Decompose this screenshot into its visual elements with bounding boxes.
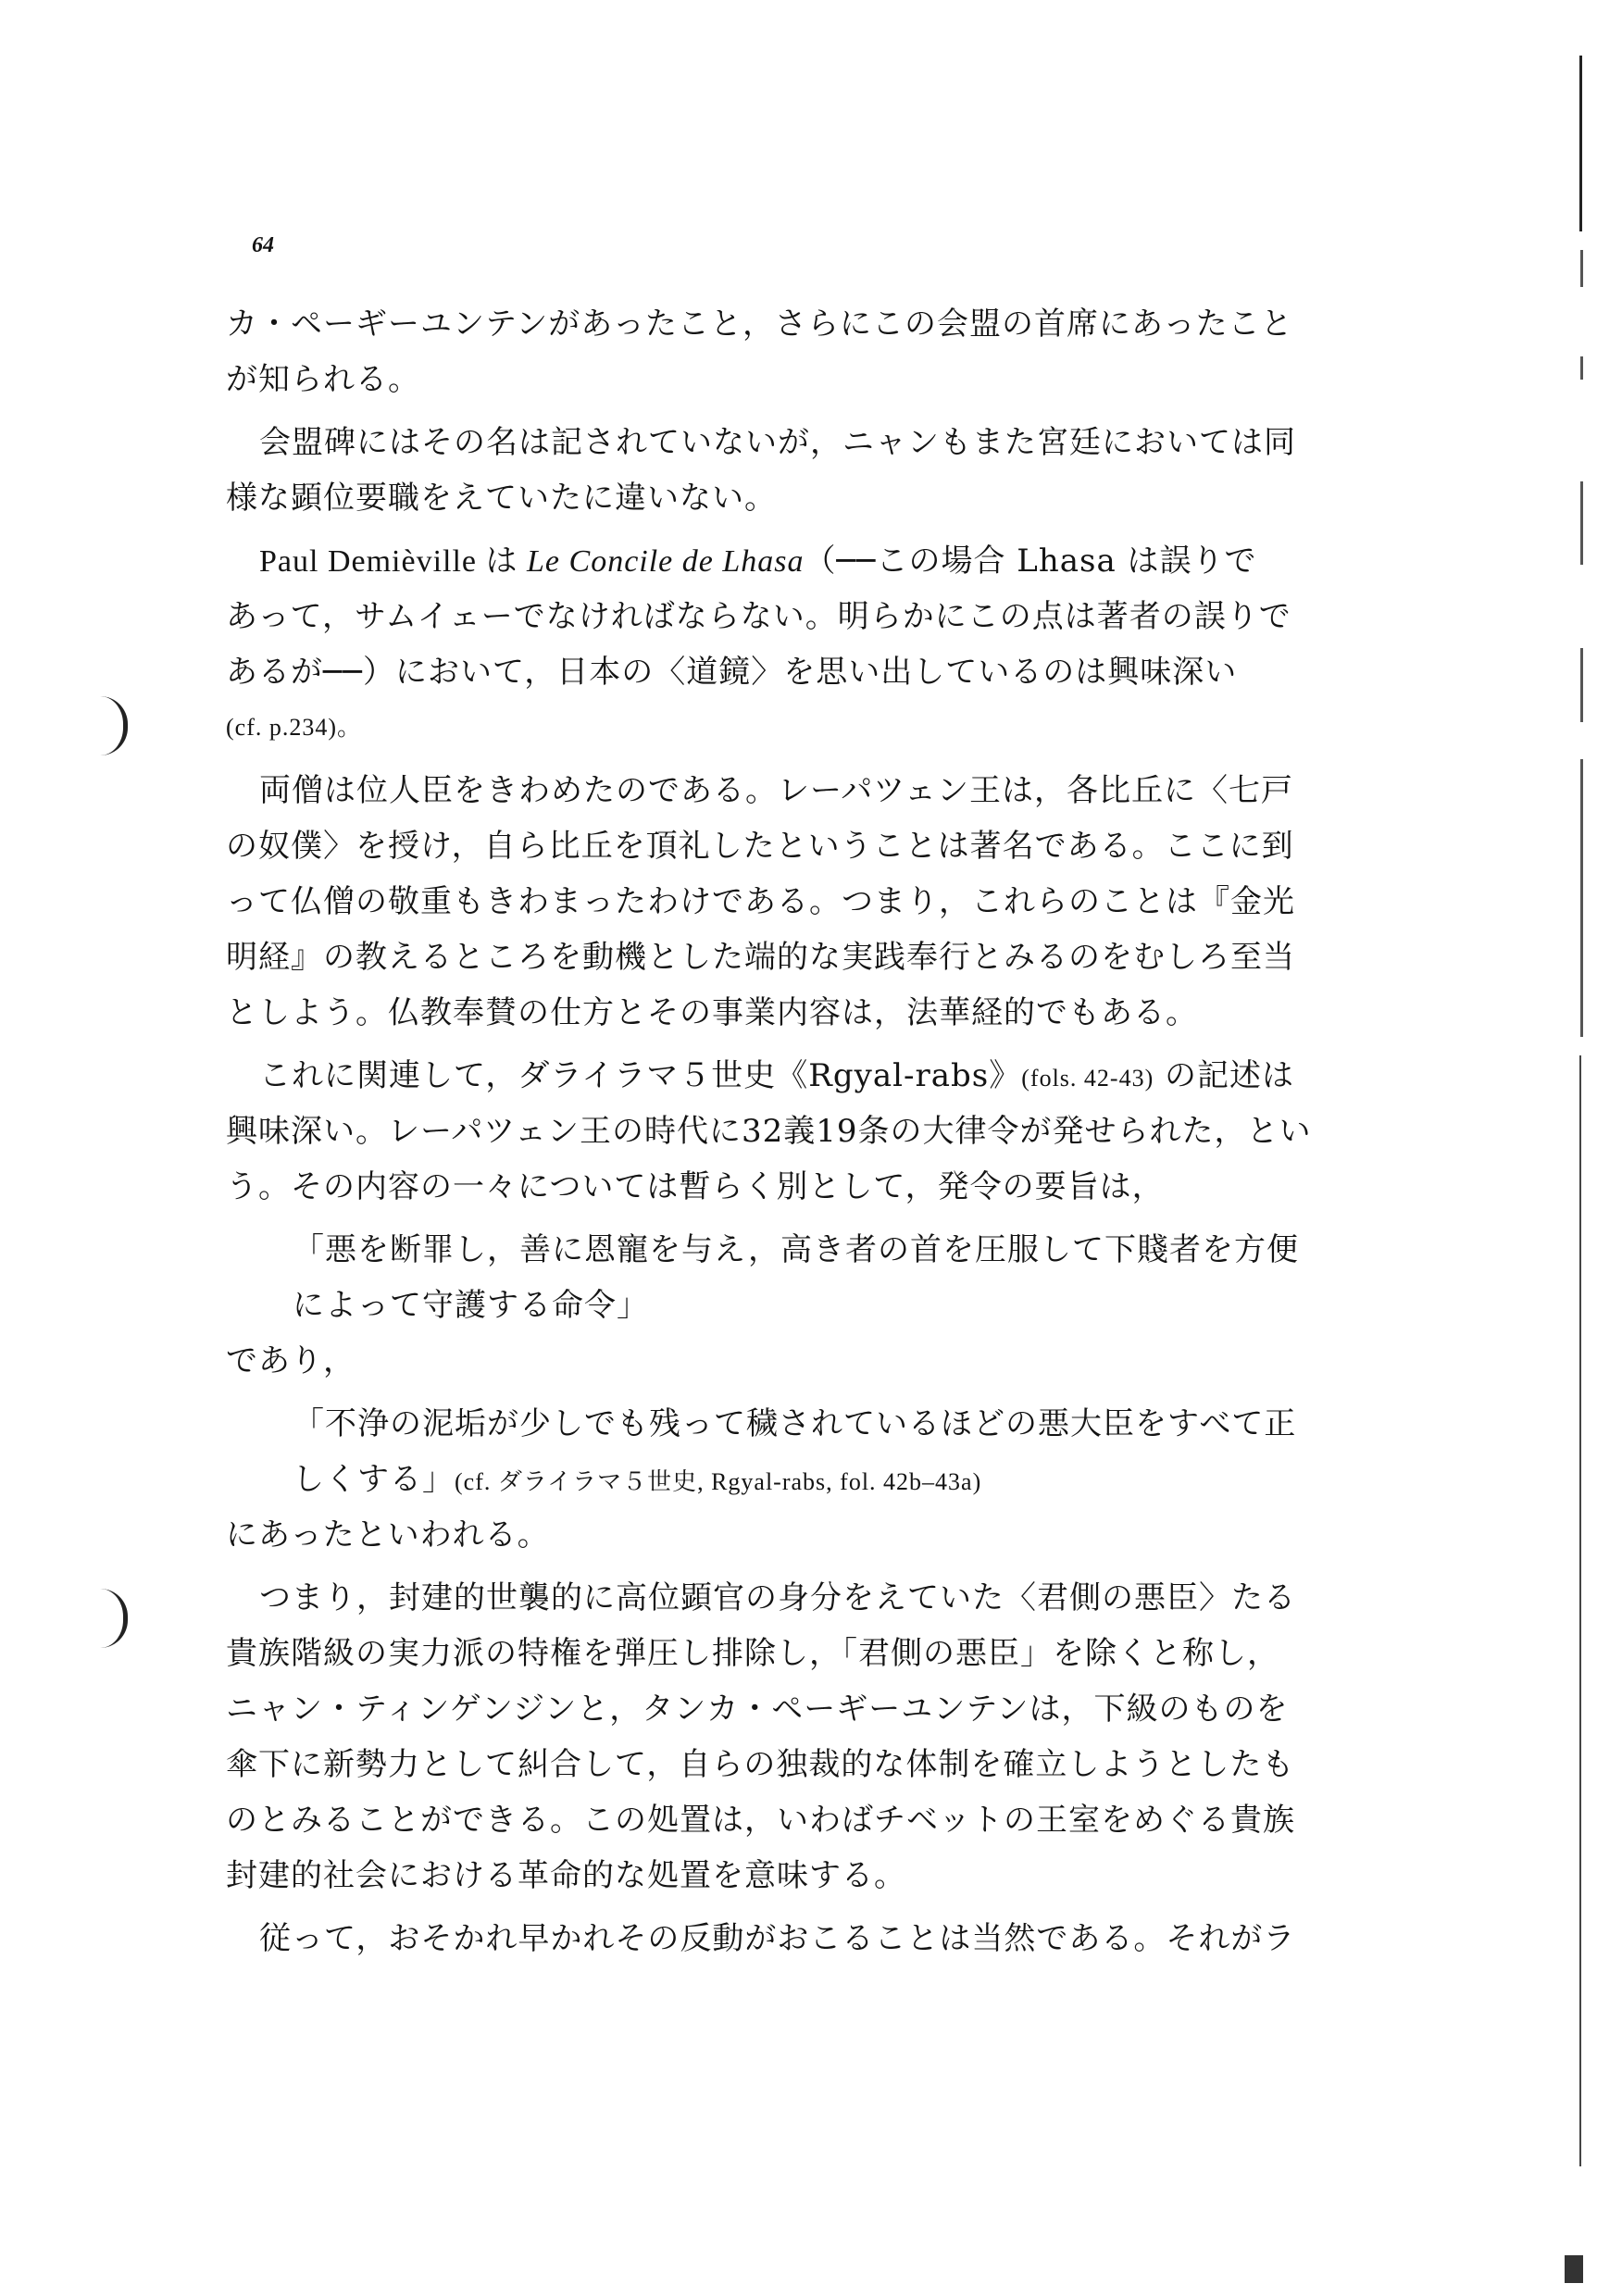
scan-mark — [1580, 648, 1583, 722]
text-line: う。その内容の一々については暫らく別として，発令の要旨は， — [226, 1168, 1165, 1205]
paragraph-start — [226, 1048, 1383, 1104]
text-line: が知られる。 — [226, 361, 420, 398]
author-name: Paul Demièville は — [259, 544, 528, 579]
text-line: であり， — [226, 1342, 356, 1379]
text-line: あって，サムイェーでなければならない。明らかにこの点は著者の誤りで — [226, 598, 1291, 635]
text-line: としよう。仏教奉賛の仕方とその事業内容は，法華経的でもある。 — [226, 994, 1198, 1031]
paragraph-start: 両僧は位人臣をきわめたのである。レーパツェン王は，各比丘に〈七戸 — [259, 772, 1293, 809]
scan-mark — [1580, 759, 1583, 1037]
text-line: 明経』の教えるところを動機とした端的な実践奉行とみるのをむしろ至当 — [226, 939, 1295, 976]
binding-edge-line — [1579, 1055, 1581, 2166]
text-line: にあったといわれる。 — [226, 1516, 550, 1554]
text-line: って仏僧の敬重もきわまったわけである。つまり，これらのことは『金光 — [226, 883, 1295, 920]
citation: (cf. p.234)。 — [226, 714, 363, 741]
quote-line: 「悪を断罪し，善に恩寵を与え，高き者の首を圧服して下賤者を方便 — [293, 1231, 1300, 1268]
text-line: のとみることができる。この処置は，いわばチベットの王室をめぐる貴族 — [226, 1802, 1295, 1839]
margin-mark — [100, 696, 128, 755]
text-line: ニャン・ティンゲンジンと，タンカ・ペーギーユンテンは，下級のものを — [226, 1691, 1289, 1728]
scan-mark — [1580, 481, 1583, 565]
quote-line: 「不浄の泥垢が少しでも残って穢されているほどの悪大臣をすべて正 — [293, 1405, 1297, 1442]
text-line: あるが──）において，日本の〈道鏡〉を思い出しているのは興味深い — [226, 654, 1238, 691]
citation: (fols. 42-43) — [1021, 1065, 1154, 1092]
body-text — [226, 296, 1383, 1966]
margin-mark — [100, 1589, 128, 1648]
text-line: 様な顕位要職をえていたに違いない。 — [226, 480, 777, 517]
paragraph-start: つまり，封建的世襲的に高位顕官の身分をえていた〈君側の悪臣〉たる — [259, 1579, 1296, 1616]
paragraph-start: 会盟碑にはその名は記されていないが，ニャンもまた宮廷においては同 — [259, 424, 1296, 461]
quote-line: によって守護する命令」 — [293, 1287, 649, 1324]
text-span: （──この場合 Lhasa は誤りで — [804, 543, 1257, 580]
scan-mark — [1580, 250, 1583, 287]
scan-mark — [1580, 356, 1583, 380]
text-line: 封建的社会における革命的な処置を意味する。 — [226, 1857, 906, 1894]
scan-mark — [1565, 2255, 1583, 2283]
text-line: 傘下に新勢力として糾合して，自らの独裁的な体制を確立しようとしたも — [226, 1746, 1295, 1783]
quote-line — [226, 1452, 1383, 1507]
binding-edge-line — [1579, 56, 1582, 231]
paragraph-start — [226, 533, 1383, 589]
text-line: 興味深い。レーパツェン王の時代に32義19条の大律令が発せられた，とい — [226, 1113, 1312, 1150]
text-line: 貴族階級の実力派の特権を弾圧し排除し，「君側の悪臣」を除くと称し， — [226, 1635, 1279, 1672]
text-span: しくする」 — [293, 1461, 455, 1498]
page-number: 64 — [252, 233, 274, 257]
text-line: カ・ペーギーユンテンがあったこと，さらにこの会盟の首席にあったこと — [226, 306, 1293, 343]
text-span: の記述は — [1154, 1057, 1295, 1094]
text-line: の奴僕〉を授け，自ら比丘を頂礼したということは著名である。ここに到 — [226, 828, 1294, 865]
book-title: Le Concile de Lhasa — [527, 544, 805, 579]
citation: (cf. ダライラマ５世史, Rgyal-rabs, fol. 42b–43a) — [455, 1468, 982, 1495]
text-span: これに関連して，ダライラマ５世史《Rgyal-rabs》 — [259, 1057, 1022, 1094]
paragraph-start: 従って，おそかれ早かれその反動がおこることは当然である。それがラ — [259, 1920, 1296, 1957]
